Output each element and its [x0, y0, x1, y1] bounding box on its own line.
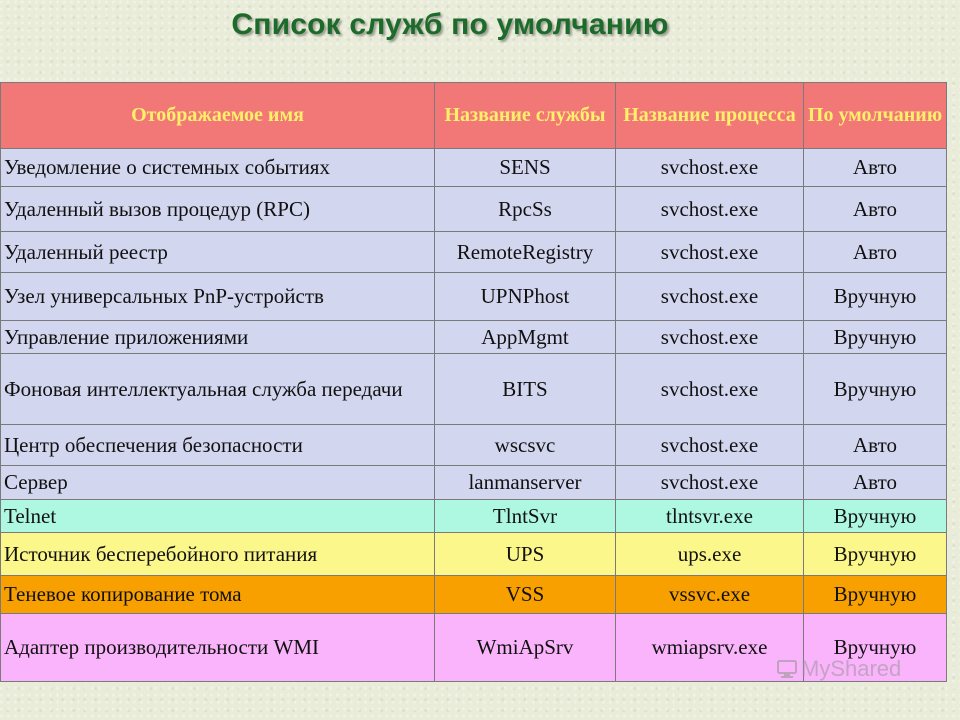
cell-service-name: wscsvc	[435, 425, 616, 466]
cell-service-name: VSS	[435, 576, 616, 614]
cell-display-name: Узел универсальных PnP-устройств	[1, 273, 435, 321]
cell-default: Авто	[804, 232, 947, 273]
table-row	[1, 533, 947, 576]
cell-process-name: vssvc.exe	[616, 576, 804, 614]
watermark	[776, 656, 901, 682]
table-row	[1, 466, 947, 500]
cell-display-name: Источник бесперебойного питания	[1, 533, 435, 576]
cell-process-name: svchost.exe	[616, 232, 804, 273]
table-row	[1, 576, 947, 614]
cell-service-name: SENS	[435, 149, 616, 187]
header-service-name: Название службы	[435, 83, 616, 149]
cell-default: Авто	[804, 466, 947, 500]
cell-process-name: svchost.exe	[616, 187, 804, 232]
cell-display-name: Удаленный реестр	[1, 232, 435, 273]
cell-default: Вручную	[804, 533, 947, 576]
cell-process-name: wmiapsrv.exe	[616, 614, 804, 682]
cell-service-name: BITS	[435, 354, 616, 425]
cell-default: Вручную	[804, 354, 947, 425]
cell-display-name: Теневое копирование тома	[1, 576, 435, 614]
cell-display-name: Уведомление о системных событиях	[1, 149, 435, 187]
cell-display-name: Центр обеспечения безопасности	[1, 425, 435, 466]
cell-default: Авто	[804, 187, 947, 232]
cell-service-name: AppMgmt	[435, 321, 616, 354]
table-row	[1, 321, 947, 354]
cell-process-name: svchost.exe	[616, 273, 804, 321]
cell-default: Вручную	[804, 500, 947, 533]
cell-default: Авто	[804, 149, 947, 187]
cell-process-name: svchost.exe	[616, 354, 804, 425]
cell-display-name: Telnet	[1, 500, 435, 533]
table-row	[1, 149, 947, 187]
table-row	[1, 354, 947, 425]
cell-display-name: Удаленный вызов процедур (RPC)	[1, 187, 435, 232]
table-header-row	[1, 83, 947, 149]
header-display-name: Отображаемое имя	[1, 83, 435, 149]
cell-default: Вручную	[804, 321, 947, 354]
cell-default: Авто	[804, 425, 947, 466]
cell-process-name: tlntsvr.exe	[616, 500, 804, 533]
cell-display-name: Адаптер производительности WMI	[1, 614, 435, 682]
cell-process-name: svchost.exe	[616, 466, 804, 500]
page-title: Список служб по умолчанию	[231, 8, 669, 41]
cell-service-name: TlntSvr	[435, 500, 616, 533]
cell-service-name: RpcSs	[435, 187, 616, 232]
cell-process-name: svchost.exe	[616, 425, 804, 466]
cell-default: Вручную	[804, 273, 947, 321]
cell-process-name: ups.exe	[616, 533, 804, 576]
table-row	[1, 273, 947, 321]
cell-display-name: Фоновая интеллектуальная служба передачи	[1, 354, 435, 425]
cell-display-name: Управление приложениями	[1, 321, 435, 354]
header-process-name: Название процесса	[616, 83, 804, 149]
services-table	[0, 82, 947, 682]
header-default: По умолчанию	[804, 83, 947, 149]
watermark-text: MyShared	[801, 656, 902, 681]
cell-process-name: svchost.exe	[616, 321, 804, 354]
table-row	[1, 425, 947, 466]
table-row	[1, 232, 947, 273]
table-row	[1, 187, 947, 232]
cell-process-name: svchost.exe	[616, 149, 804, 187]
cell-service-name: UPS	[435, 533, 616, 576]
cell-service-name: lanmanserver	[435, 466, 616, 500]
cell-service-name: WmiApSrv	[435, 614, 616, 682]
cell-service-name: RemoteRegistry	[435, 232, 616, 273]
cell-display-name: Сервер	[1, 466, 435, 500]
table-row	[1, 500, 947, 533]
cell-service-name: UPNPhost	[435, 273, 616, 321]
cell-default: Вручную	[804, 614, 947, 682]
monitor-logo-icon	[776, 658, 798, 680]
cell-default: Вручную	[804, 576, 947, 614]
